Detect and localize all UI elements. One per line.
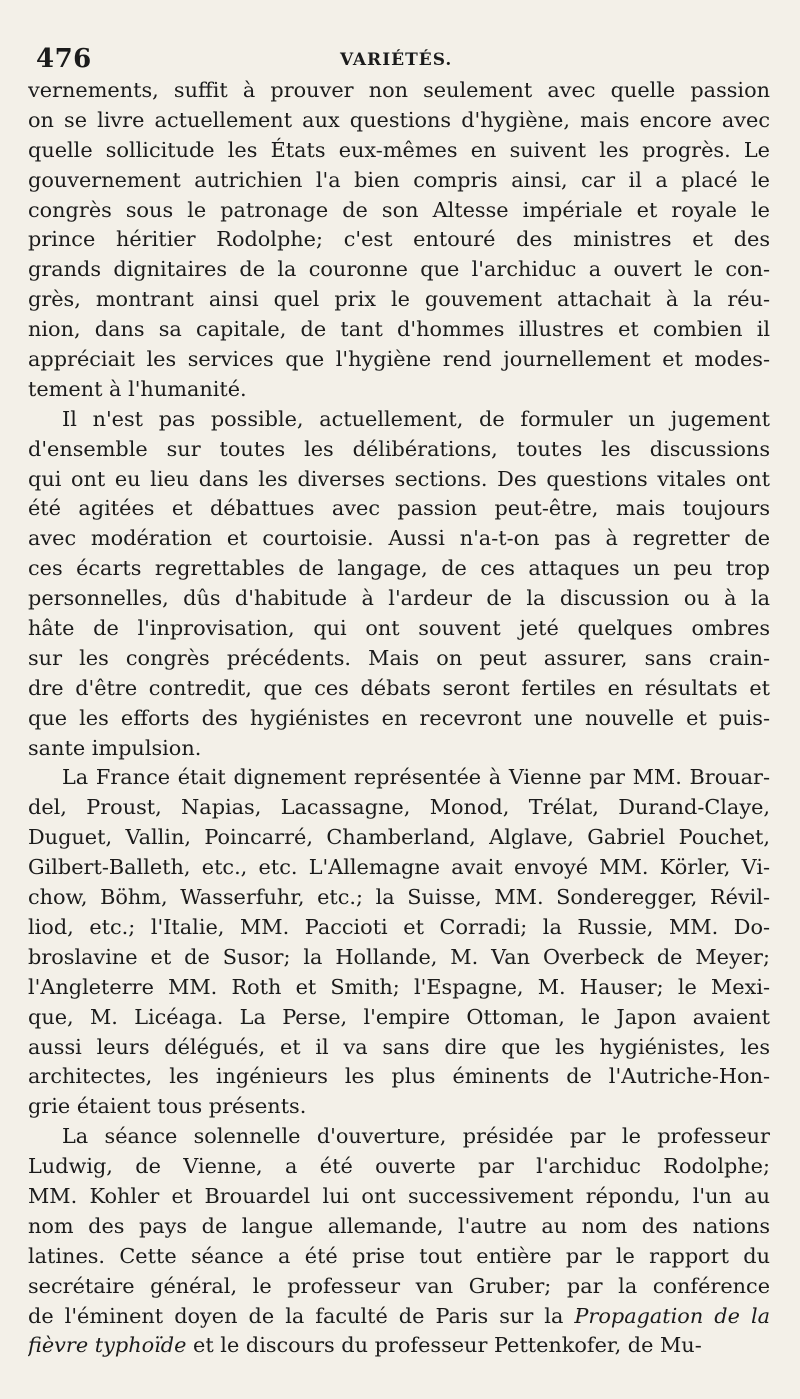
- text-line: MM. Kohler et Brouardel lui ont successivement répondu, l'un au: [28, 1183, 770, 1208]
- text-line: on se livre actuellement aux questions d'hygiène, mais encore avec: [28, 107, 770, 132]
- paragraph: [28, 1122, 770, 1361]
- text-run: et le discours du professeur Pettenkofer, de Mu-: [193, 1333, 702, 1358]
- text-line: latines. Cette séance a été prise tout entière par le rapport du: [28, 1243, 770, 1268]
- text-line: grie étaient tous présents.: [28, 1094, 307, 1119]
- paragraph: [28, 76, 770, 405]
- text-line: l'Angleterre MM. Roth et Smith; l'Espagne, M. Hauser; le Mexi-: [28, 974, 770, 999]
- text-line: aussi leurs délégués, et il va sans dire que les hygiénistes, les: [28, 1034, 770, 1059]
- text-line: sur les congrès précédents. Mais on peut assurer, sans crain-: [28, 645, 770, 670]
- body-text: [28, 76, 770, 1361]
- text-line: nom des pays de langue allemande, l'autre au nom des nations: [28, 1213, 770, 1238]
- text-line: vernements, suffit à prouver non seulement avec quelle passion: [28, 78, 770, 102]
- text-line: architectes, les ingénieurs les plus éminents de l'Autriche-Hon-: [28, 1064, 770, 1089]
- text-line: Gilbert-Balleth, etc., etc. L'Allemagne avait envoyé MM. Körler, Vi-: [28, 855, 770, 880]
- text-line: Ludwig, de Vienne, a été ouverte par l'archiduc Rodolphe;: [28, 1154, 770, 1179]
- text-line: d'ensemble sur toutes les délibérations, toutes les discussions: [28, 436, 770, 461]
- italic-title-run: Propagation de la: [574, 1303, 770, 1328]
- running-title: VARIÉTÉS.: [340, 50, 453, 70]
- page-header: [36, 44, 784, 78]
- text-line: nion, dans sa capitale, de tant d'hommes illustres et combien il: [28, 317, 770, 342]
- text-line: été agitées et débattues avec passion peut-être, mais toujours: [28, 496, 770, 521]
- text-line: del, Proust, Napias, Lacassagne, Monod, Trélat, Durand-Claye,: [28, 795, 770, 820]
- text-line: personnelles, dûs d'habitude à l'ardeur de la discussion ou à la: [28, 586, 770, 611]
- text-line: grands dignitaires de la couronne que l'archiduc a ouvert le con-: [28, 257, 770, 282]
- text-line: sante impulsion.: [28, 735, 202, 760]
- paragraph: [28, 763, 770, 1122]
- text-line: quelle sollicitude les États eux-mêmes en suivent les progrès. Le: [28, 137, 770, 162]
- text-line: ces écarts regrettables de langage, de ces attaques un peu trop: [28, 556, 770, 581]
- text-line: La séance solennelle d'ouverture, présidée par le professeur: [62, 1124, 770, 1149]
- text-line: Il n'est pas possible, actuellement, de formuler un jugement: [62, 406, 770, 431]
- text-run: de l'éminent doyen de la faculté de Paris sur la: [28, 1303, 564, 1328]
- text-line: Duguet, Vallin, Poincarré, Chamberland, Alglave, Gabriel Pouchet,: [28, 825, 770, 850]
- italic-title-run: fièvre typhoïde: [28, 1333, 187, 1358]
- text-line: prince héritier Rodolphe; c'est entouré des ministres et des: [28, 227, 770, 252]
- text-line: que, M. Licéaga. La Perse, l'empire Ottoman, le Japon avaient: [28, 1004, 770, 1029]
- text-line: que les efforts des hygiénistes en recevront une nouvelle et puis-: [28, 705, 770, 730]
- paragraph: [28, 405, 770, 764]
- text-line: gouvernement autrichien l'a bien compris ainsi, car il a placé le: [28, 167, 770, 192]
- text-line: secrétaire général, le professeur van Gruber; par la conférence: [28, 1273, 770, 1298]
- text-line: qui ont eu lieu dans les diverses sections. Des questions vitales ont: [28, 466, 770, 491]
- text-line: La France était dignement représentée à Vienne par MM. Brouar-: [62, 765, 770, 790]
- text-line: hâte de l'inprovisation, qui ont souvent jeté quelques ombres: [28, 616, 770, 641]
- text-line: [28, 1331, 770, 1361]
- text-line: liod, etc.; l'Italie, MM. Paccioti et Corradi; la Russie, MM. Do-: [28, 914, 770, 939]
- text-line: appréciait les services que l'hygiène rend journellement et modes-: [28, 347, 770, 372]
- text-line: avec modération et courtoisie. Aussi n'a-t-on pas à regretter de: [28, 526, 770, 551]
- text-line: chow, Böhm, Wasserfuhr, etc.; la Suisse, MM. Sonderegger, Révil-: [28, 885, 770, 910]
- text-line: congrès sous le patronage de son Altesse impériale et royale le: [28, 197, 770, 222]
- text-line: dre d'être contredit, que ces débats seront fertiles en résultats et: [28, 675, 770, 700]
- text-line: grès, montrant ainsi quel prix le gouvement attachait à la réu-: [28, 287, 770, 312]
- text-line: tement à l'humanité.: [28, 376, 247, 401]
- text-line: [28, 1302, 770, 1332]
- page-number: 476: [36, 44, 92, 74]
- text-line: broslavine et de Susor; la Hollande, M. Van Overbeck de Meyer;: [28, 944, 770, 969]
